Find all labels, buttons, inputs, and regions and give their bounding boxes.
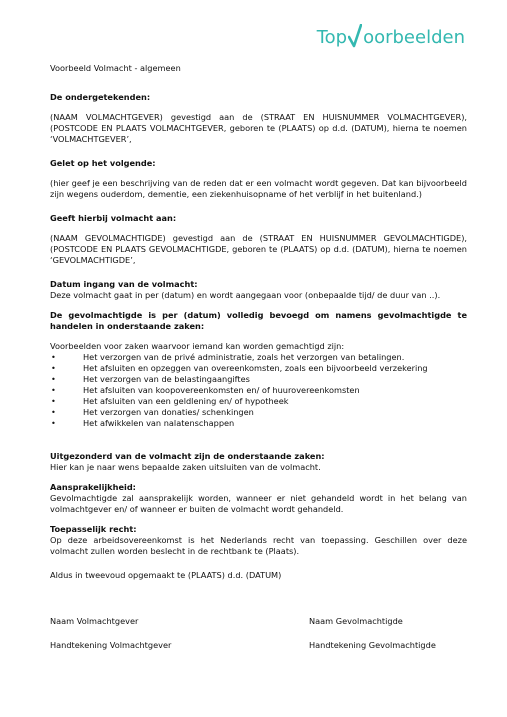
heading-geeft: Geeft hierbij volmacht aan: (50, 213, 177, 223)
bullet-icon: • (51, 418, 56, 428)
text-uitgezonderd: Hier kan je naar wens bepaalde zaken uitsluiten van de volmacht. (50, 462, 321, 472)
heading-gelet: Gelet op het volgende: (50, 158, 156, 168)
bullet-icon: • (51, 385, 56, 395)
document-title: Voorbeeld Volmacht - algemeen (50, 63, 181, 73)
logo-check-icon (348, 24, 362, 48)
bullet-icon: • (51, 407, 56, 417)
text-gelet: (hier geef je een beschrijving van de reden dat er een volmacht wordt gegeven. Dat kan bijvoorbeeld zijn wegens ouderdom, dementie, een ziekenhuisopname of het verblijf in het buitenland.) (50, 178, 467, 199)
list-item: • Het verzorgen van de belastingaangiftes (51, 374, 250, 384)
topvoorbeelden-logo (317, 22, 465, 48)
logo-text-top: Top (316, 27, 348, 48)
signature-names-row (50, 616, 467, 627)
text-recht: Op deze arbeidsovereenkomst is het Nederlands recht van toepassing. Geschillen over deze volmacht zullen worden beslecht in de rechtbank te (Plaats). (50, 535, 467, 556)
bullet-icon: • (51, 352, 56, 362)
sign-volmachtgever: Handtekening Volmachtgever (50, 640, 172, 650)
sign-gevolmachtigde: Handtekening Gevolmachtigde (309, 640, 436, 650)
heading-datum: Datum ingang van de volmacht: (50, 279, 198, 289)
text-geeft: (NAAM GEVOLMACHTIGDE) gevestigd aan de (STRAAT EN HUISNUMMER GEVOLMACHTIGDE), (POSTCODE EN PLAATS GEVOLMACHTIGDE, geboren te (PLAATS) op d.d. (DATUM), hierna te noemen ‘GEVOLMACHTIGDE’, (50, 233, 467, 265)
logo-text-voorbeelden: oorbeelden (363, 27, 465, 48)
bullet-icon: • (51, 396, 56, 406)
bullet-icon: • (51, 363, 56, 373)
list-item: • Het verzorgen van donaties/ schenkingen (51, 407, 254, 417)
signature-sign-row (50, 640, 467, 651)
bullet-icon: • (51, 374, 56, 384)
text-ondergetekenden: (NAAM VOLMACHTGEVER) gevestigd aan de (STRAAT EN HUISNUMMER VOLMACHTGEVER), (POSTCODE EN PLAATS VOLMACHTGEVER, geboren te (PLAATS) op d.d. (DATUM), hierna te noemen ‘VOLMACHTGEVER’, (50, 112, 467, 144)
heading-ondergetekenden: De ondergetekenden: (50, 92, 151, 102)
heading-uitgezonderd: Uitgezonderd van de volmacht zijn de onderstaande zaken: (50, 451, 325, 461)
voorbeelden-list (50, 352, 467, 429)
list-item: • Het verzorgen van de privé administratie, zoals het verzorgen van betalingen. (51, 352, 405, 362)
list-item: • Het afwikkelen van nalatenschappen (51, 418, 235, 428)
heading-aansprakelijkheid: Aansprakelijkheid: (50, 482, 136, 492)
list-item: • Het afsluiten en opzeggen van overeenkomsten, zoals een bijvoorbeeld verzekering (51, 363, 428, 373)
text-aldus: Aldus in tweevoud opgemaakt te (PLAATS) d.d. (DATUM) (50, 570, 282, 580)
heading-recht: Toepasselijk recht: (50, 524, 137, 534)
heading-bevoegd: De gevolmachtigde is per (datum) volledig bevoegd om namens gevolmachtigde te handelen in onderstaande zaken: (50, 310, 467, 331)
list-item: • Het afsluiten van een geldlening en/ of hypotheek (51, 396, 289, 406)
text-aansprakelijkheid: Gevolmachtigde zal aansprakelijk worden, wanneer er niet gehandeld wordt in het belang van volmachtgever en/ of wanneer er buiten de volmacht wordt gehandeld. (50, 493, 467, 514)
text-voorbeelden-intro: Voorbeelden voor zaken waarvoor iemand kan worden gemachtigd zijn: (50, 341, 345, 351)
document-page (50, 63, 467, 651)
name-volmachtgever: Naam Volmachtgever (50, 616, 139, 626)
text-datum: Deze volmacht gaat in per (datum) en wordt aangegaan voor (onbepaalde tijd/ de duur van ..). (50, 290, 441, 300)
name-gevolmachtigde: Naam Gevolmachtigde (309, 616, 403, 626)
list-item: • Het afsluiten van koopovereenkomsten en/ of huurovereenkomsten (51, 385, 360, 395)
